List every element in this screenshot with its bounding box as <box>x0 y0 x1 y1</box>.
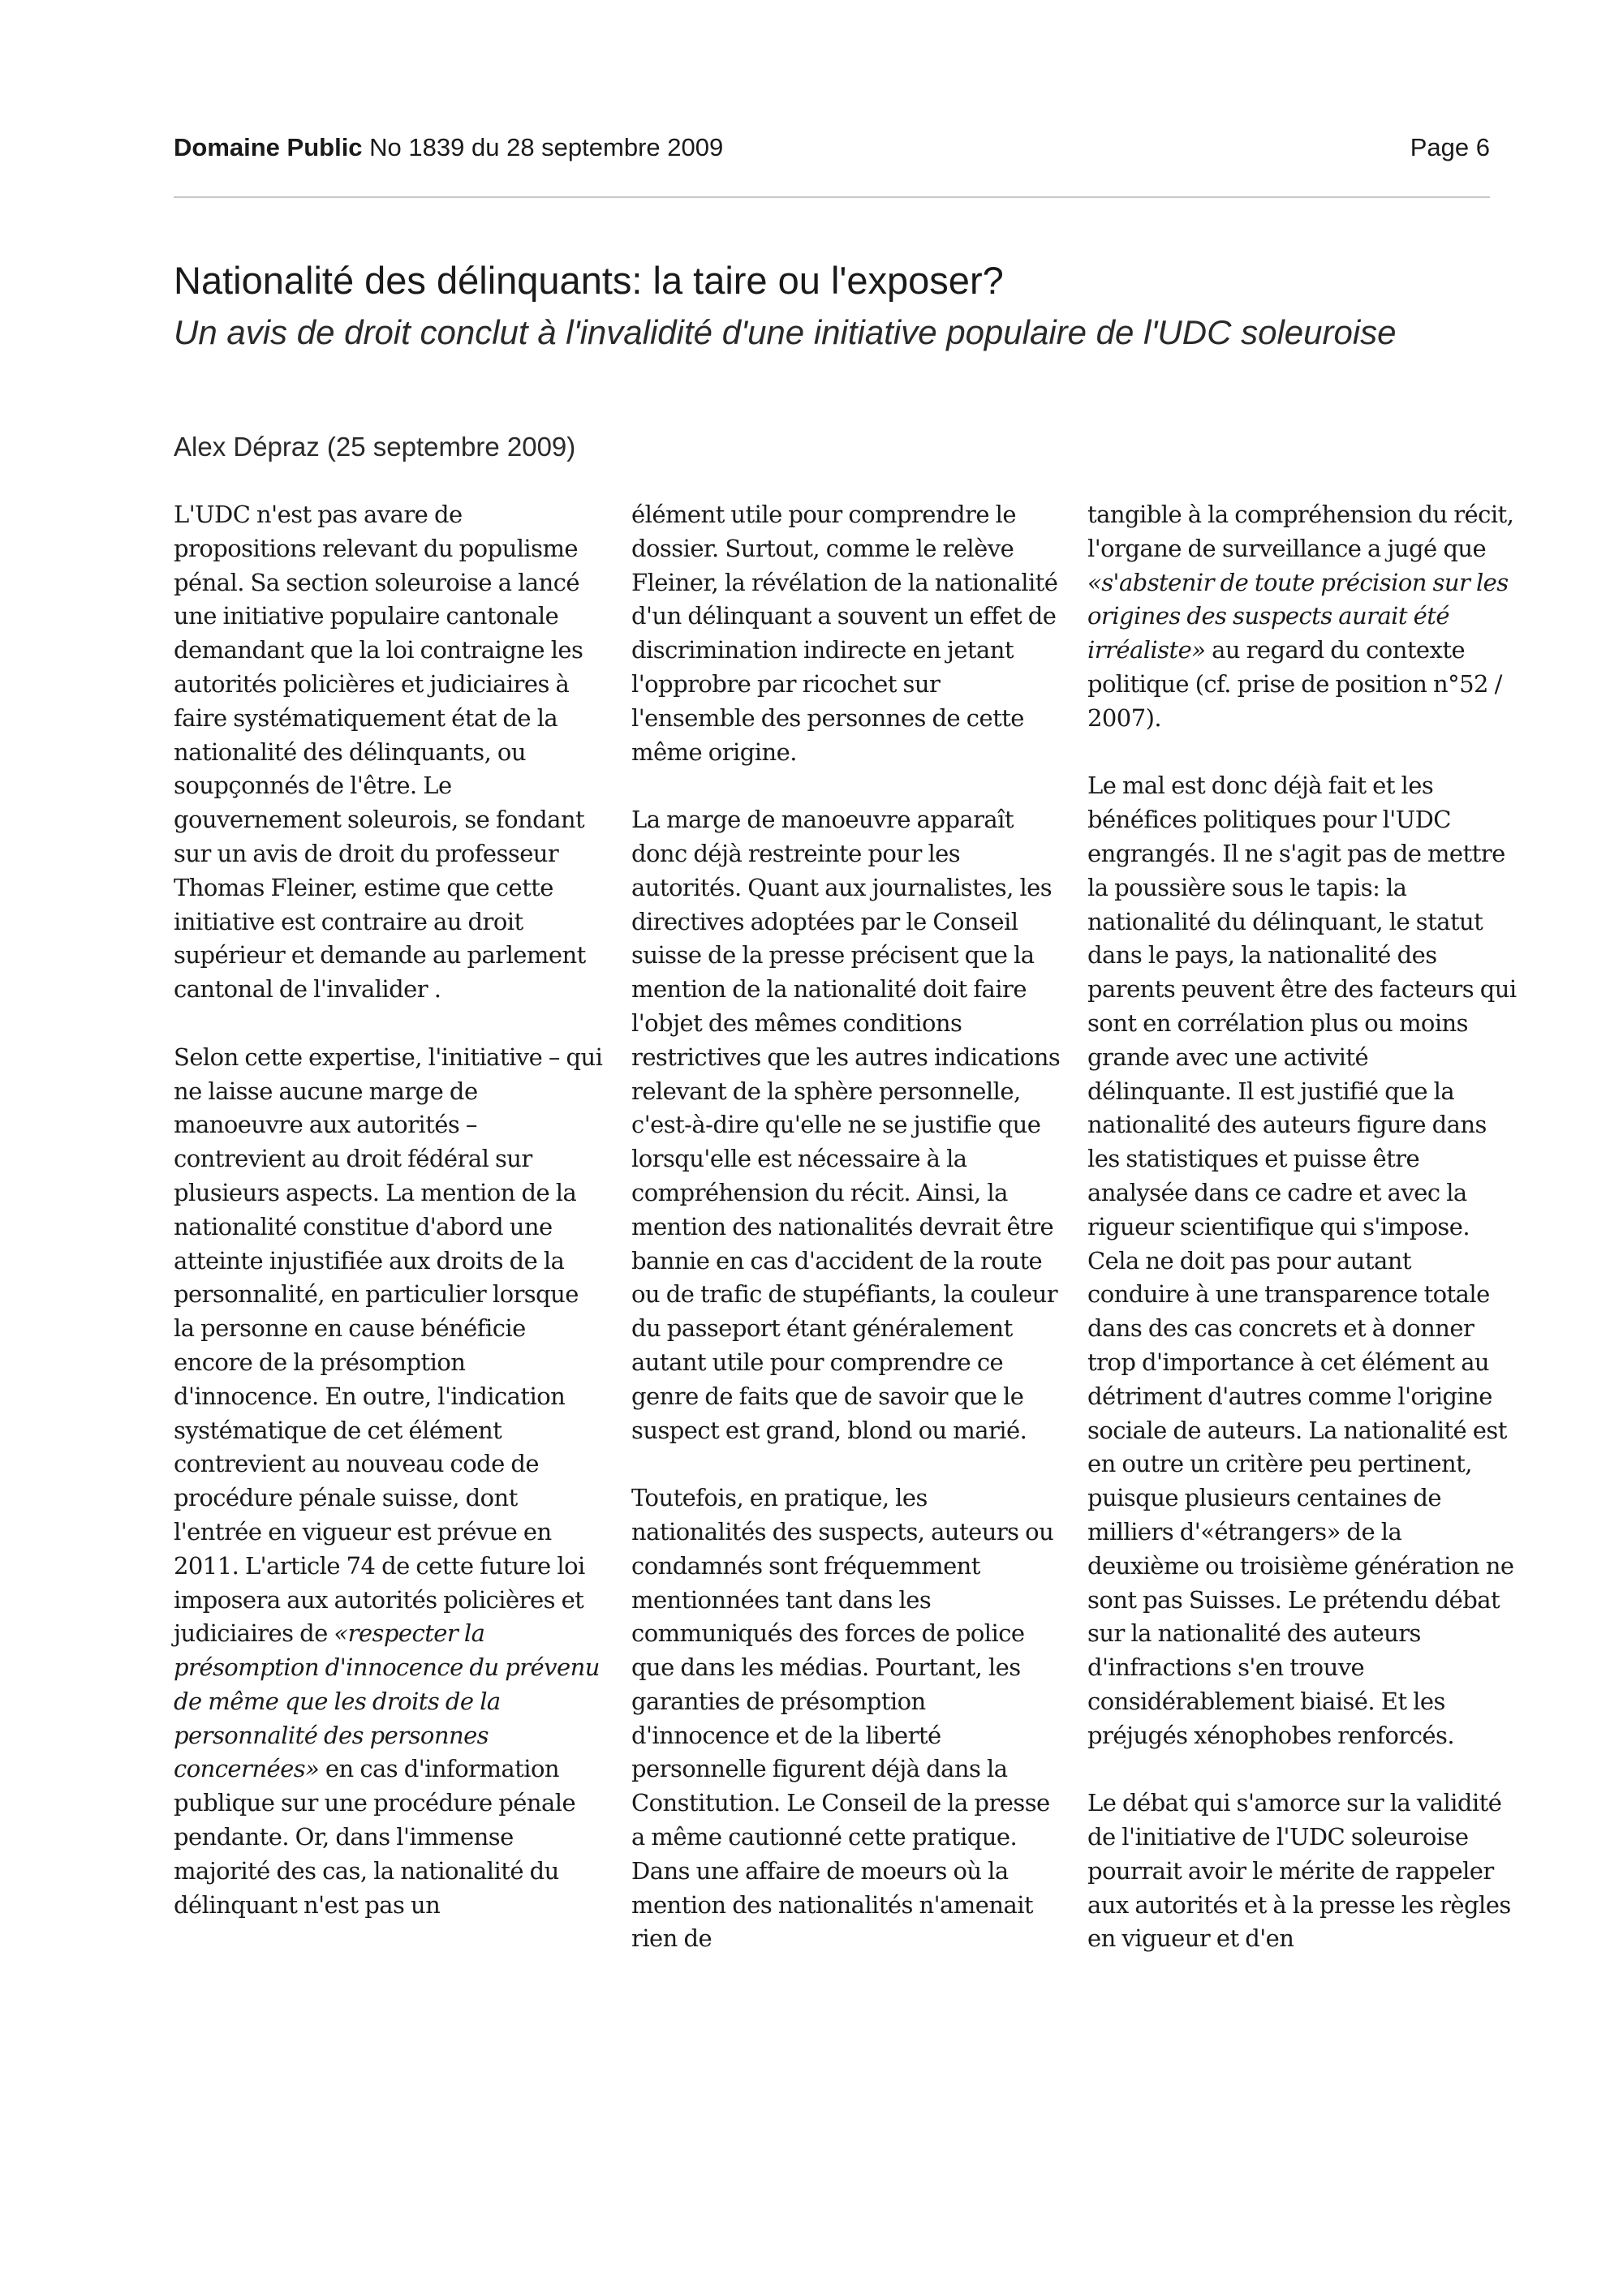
page-number: Page 6 <box>1410 133 1490 161</box>
quotation: «respecter la présomption d'innocence du prévenu de même que les droits de la personnalité des personnes concernées» <box>174 1619 600 1783</box>
paragraph: L'UDC n'est pas avare de propositions relevant du populisme pénal. Sa section soleuroise a lancé une initiative populaire cantonale demandant que la loi contraigne les autorités policières et judiciaires à faire systématiquement état de la nationalité des délinquants, ou soupçonnés de l'être. Le gouvernement soleurois, se fondant sur un avis de droit du professeur Thomas Fleiner, estime que cette initiative est contraire au droit supérieur et demande au parlement cantonal de l'invalider . <box>174 501 586 1004</box>
paragraph <box>1087 498 1518 736</box>
text-column-1 <box>174 498 604 1956</box>
text-column-2 <box>631 498 1061 1990</box>
paragraph-text: tangible à la compréhension du récit, l'organe de surveillance a jugé que <box>1087 501 1514 562</box>
paragraph: élément utile pour comprendre le dossier. Surtout, comme le relève Fleiner, la révélation de la nationalité d'un délinquant a souvent un effet de discrimination indirecte en jetant l'opprobre par ricochet sur l'ensemble des personnes de cette même origine. <box>631 501 1058 766</box>
paragraph <box>174 1041 604 1923</box>
paragraph: Toutefois, en pratique, les nationalités des suspects, auteurs ou condamnés sont fréquemment mentionnées tant dans les communiqués des forces de police que dans les médias. Pourtant, les garanties de présomption d'innocence et de la liberté personnelle figurent déjà dans la Constitution. Le Conseil de la presse a même cautionné cette pratique. Dans une affaire de moeurs où la mention des nationalités n'amenait rien de <box>631 1484 1054 1953</box>
publication-name: Domaine Public <box>174 133 363 161</box>
article-subtitle: Un avis de droit conclut à l'invalidité d'une initiative populaire de l'UDC soleuroise <box>174 313 1397 351</box>
quotation: «s'abstenir de toute précision sur les origines des suspects aurait été irréaliste» <box>1087 568 1509 664</box>
paragraph: Le mal est donc déjà fait et les bénéfices politiques pour l'UDC engrangés. Il ne s'agit pas de mettre la poussière sous le tapis: la nationalité du délinquant, le statut dans le pays, la nationalité des parents peuvent être des facteurs qui sont en corrélation plus ou moins grande avec une activité délinquante. Il est justifié que la nationalité des auteurs figure dans les statistiques et puisse être analysée dans ce cadre et avec la rigueur scientifique qui s'impose. Cela ne doit pas pour autant conduire à une transparence totale dans des cas concrets et à donner trop d'importance à cet élément au détriment d'autres comme l'origine sociale de auteurs. La nationalité est en outre un critère peu pertinent, puisque plusieurs centaines de milliers d'«étrangers» de la deuxième ou troisième génération ne sont pas Suisses. Le prétendu débat sur la nationalité des auteurs d'infractions s'en trouve considérablement biaisé. Et les préjugés xénophobes renforcés. <box>1087 772 1517 1749</box>
paragraph-text: au regard du contexte politique (cf. prise de position n°52 / 2007). <box>1087 636 1502 732</box>
article-title: Nationalité des délinquants: la taire ou l'exposer? <box>174 259 1004 302</box>
paragraph: Le débat qui s'amorce sur la validité de l'initiative de l'UDC soleuroise pourrait avoir le mérite de rappeler aux autorités et à la presse les règles en vigueur et d'en <box>1087 1789 1511 1953</box>
paragraph-text: Selon cette expertise, l'initiative – qui ne laisse aucune marge de manoeuvre aux autorités – contrevient au droit fédéral sur plusieurs aspects. La mention de la nationalité constitue d'abord une atteinte injustifiée aux droits de la personnalité, en particulier lorsque la personne en cause bénéficie encore de la présomption d'innocence. En outre, l'indication systématique de cet élément contrevient au nouveau code de procédure pénale suisse, dont l'entrée en vigueur est prévue en 2011. L'article 74 de cette future loi imposera aux autorités policières et judiciaires de <box>174 1043 603 1648</box>
paragraph-text: en cas d'information publique sur une procédure pénale pendante. Or, dans l'immense majorité des cas, la nationalité du délinquant n'est pas un <box>174 1755 576 1919</box>
page-header <box>174 133 1490 166</box>
issue-info: No 1839 du 28 septembre 2009 <box>369 133 724 161</box>
header-divider <box>174 196 1490 198</box>
paragraph: La marge de manoeuvre apparaît donc déjà restreinte pour les autorités. Quant aux journalistes, les directives adoptées par le Conseil suisse de la presse précisent que la mention de la nationalité doit faire l'objet des mêmes conditions restrictives que les autres indications relevant de la sphère personnelle, c'est-à-dire qu'elle ne se justifie que lorsqu'elle est nécessaire à la compréhension du récit. Ainsi, la mention des nationalités devrait être bannie en cas d'accident de la route ou de trafic de stupéfiants, la couleur du passeport étant généralement autant utile pour comprendre ce genre de faits que de savoir que le suspect est grand, blond ou marié. <box>631 806 1061 1444</box>
article-byline: Alex Dépraz (25 septembre 2009) <box>174 432 576 462</box>
text-column-3 <box>1087 498 1518 1990</box>
